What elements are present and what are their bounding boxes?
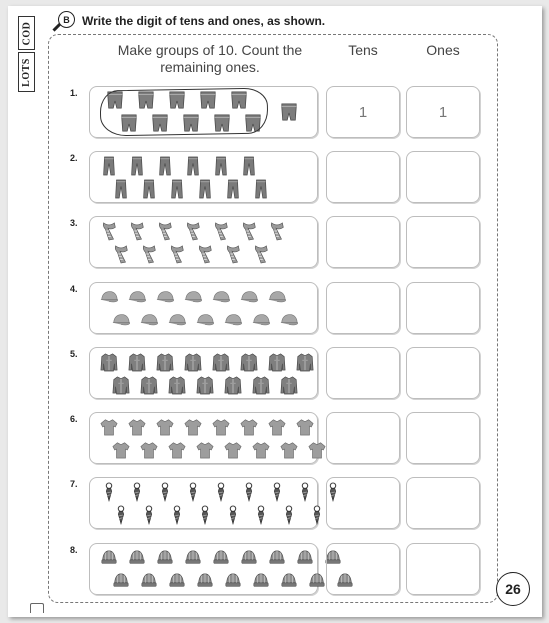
tshirt-icon (280, 440, 298, 460)
ones-answer-box[interactable] (406, 151, 480, 203)
tens-answer-box[interactable] (326, 412, 400, 464)
beanie-icon (128, 548, 146, 568)
scarf-icon (100, 221, 118, 241)
trousers-icon (168, 179, 186, 199)
cap-icon (156, 287, 174, 307)
tie-icon (268, 482, 286, 502)
trousers-icon (240, 156, 258, 176)
cap-icon (280, 310, 298, 330)
tens-answer-box[interactable] (326, 543, 400, 595)
jacket-icon (112, 375, 130, 395)
beanie-icon (252, 571, 270, 591)
picture-box (89, 282, 318, 334)
cap-icon (212, 287, 230, 307)
tie-icon (296, 482, 314, 502)
jacket-icon (168, 375, 186, 395)
scarf-icon (168, 244, 186, 264)
picture-box (89, 86, 318, 138)
ones-answer-box[interactable] (406, 347, 480, 399)
scarf-icon (196, 244, 214, 264)
beanie-icon (168, 571, 186, 591)
trousers-icon (112, 179, 130, 199)
column-header-ones: Ones (426, 42, 460, 58)
beanie-icon (268, 548, 286, 568)
jacket-icon (140, 375, 158, 395)
ones-answer-box[interactable] (406, 216, 480, 268)
tshirt-icon (128, 417, 146, 437)
tie-icon (112, 505, 130, 525)
jacket-icon (184, 352, 202, 372)
trousers-icon (212, 156, 230, 176)
tens-answer-box[interactable]: 1 (326, 86, 400, 138)
tie-icon (308, 505, 326, 525)
tshirt-icon (224, 440, 242, 460)
jacket-icon (268, 352, 286, 372)
tshirt-icon (100, 417, 118, 437)
tshirt-icon (240, 417, 258, 437)
beanie-icon (140, 571, 158, 591)
jacket-icon (280, 375, 298, 395)
beanie-icon (184, 548, 202, 568)
jacket-icon (240, 352, 258, 372)
trousers-icon (156, 156, 174, 176)
row-number: 7. (70, 479, 78, 489)
tens-answer-box[interactable] (326, 477, 400, 529)
jacket-icon (156, 352, 174, 372)
cap-icon (240, 287, 258, 307)
tie-icon (168, 505, 186, 525)
tshirt-icon (196, 440, 214, 460)
ones-answer-box[interactable] (406, 282, 480, 334)
tie-icon (252, 505, 270, 525)
trousers-icon (128, 156, 146, 176)
scarf-icon (252, 244, 270, 264)
tshirt-icon (112, 440, 130, 460)
row-number: 1. (70, 88, 78, 98)
trousers-icon (140, 179, 158, 199)
tie-icon (280, 505, 298, 525)
ones-answer-box[interactable] (406, 543, 480, 595)
tshirt-icon (212, 417, 230, 437)
jacket-icon (128, 352, 146, 372)
column-header-tens: Tens (348, 42, 378, 58)
tshirt-icon (156, 417, 174, 437)
page-number: 26 (496, 572, 530, 606)
picture-box (89, 412, 318, 464)
beanie-icon (296, 548, 314, 568)
beanie-icon (112, 571, 130, 591)
tshirt-icon (184, 417, 202, 437)
tie-icon (196, 505, 214, 525)
cod-tag: COD (18, 16, 35, 50)
scarf-icon (184, 221, 202, 241)
cap-icon (128, 287, 146, 307)
jacket-icon (100, 352, 118, 372)
cap-icon (268, 287, 286, 307)
cap-icon (224, 310, 242, 330)
tie-icon (240, 482, 258, 502)
beanie-icon (100, 548, 118, 568)
tie-icon (212, 482, 230, 502)
tie-icon (156, 482, 174, 502)
beanie-icon (196, 571, 214, 591)
beanie-icon (156, 548, 174, 568)
tie-icon (100, 482, 118, 502)
scarf-icon (112, 244, 130, 264)
row-number: 6. (70, 414, 78, 424)
jacket-icon (212, 352, 230, 372)
cap-icon (184, 287, 202, 307)
jacket-icon (196, 375, 214, 395)
ones-answer-box[interactable] (406, 477, 480, 529)
tie-icon (184, 482, 202, 502)
cap-icon (112, 310, 130, 330)
jacket-icon (252, 375, 270, 395)
cap-icon (168, 310, 186, 330)
row-number: 2. (70, 153, 78, 163)
scarf-icon (224, 244, 242, 264)
exercise-header (52, 12, 325, 30)
column-header-groups: Make groups of 10. Count the remaining ones. (117, 42, 303, 75)
cap-icon (100, 287, 118, 307)
jacket-icon (224, 375, 242, 395)
row-number: 4. (70, 284, 78, 294)
group-of-ten-loop (100, 88, 269, 137)
cap-icon (252, 310, 270, 330)
beanie-icon (308, 571, 326, 591)
scarf-icon (128, 221, 146, 241)
ones-answer-box[interactable]: 1 (406, 86, 480, 138)
trousers-icon (252, 179, 270, 199)
cap-icon (196, 310, 214, 330)
exercise-badge: B (58, 11, 75, 28)
scarf-icon (240, 221, 258, 241)
scarf-icon (268, 221, 286, 241)
tshirt-icon (268, 417, 286, 437)
tie-icon (128, 482, 146, 502)
trousers-icon (184, 156, 202, 176)
beanie-icon (212, 548, 230, 568)
row-number: 5. (70, 349, 78, 359)
scarf-icon (140, 244, 158, 264)
scarf-icon (156, 221, 174, 241)
picture-box (89, 347, 318, 399)
picture-box (89, 477, 318, 529)
picture-box (89, 216, 318, 268)
scarf-icon (212, 221, 230, 241)
corner-tab (30, 603, 44, 613)
beanie-icon (224, 571, 242, 591)
tshirt-icon (308, 440, 326, 460)
tshirt-icon (168, 440, 186, 460)
trousers-icon (196, 179, 214, 199)
beanie-icon (280, 571, 298, 591)
picture-box (89, 151, 318, 203)
trousers-icon (224, 179, 242, 199)
tens-answer-box[interactable] (326, 347, 400, 399)
tshirt-icon (252, 440, 270, 460)
tshirt-icon (296, 417, 314, 437)
lots-tag: LOTS (18, 52, 35, 92)
tshirt-icon (140, 440, 158, 460)
instruction-text: Write the digit of tens and ones, as shown. (82, 14, 326, 28)
shorts-icon (280, 102, 298, 122)
ones-answer-box[interactable] (406, 412, 480, 464)
tens-answer-box[interactable] (326, 282, 400, 334)
magnifier-badge-icon (52, 11, 78, 31)
tie-icon (140, 505, 158, 525)
tens-answer-box[interactable] (326, 151, 400, 203)
row-number: 8. (70, 545, 78, 555)
trousers-icon (100, 156, 118, 176)
picture-box (89, 543, 318, 595)
row-number: 3. (70, 218, 78, 228)
tens-answer-box[interactable] (326, 216, 400, 268)
tie-icon (224, 505, 242, 525)
beanie-icon (240, 548, 258, 568)
jacket-icon (296, 352, 314, 372)
cap-icon (140, 310, 158, 330)
